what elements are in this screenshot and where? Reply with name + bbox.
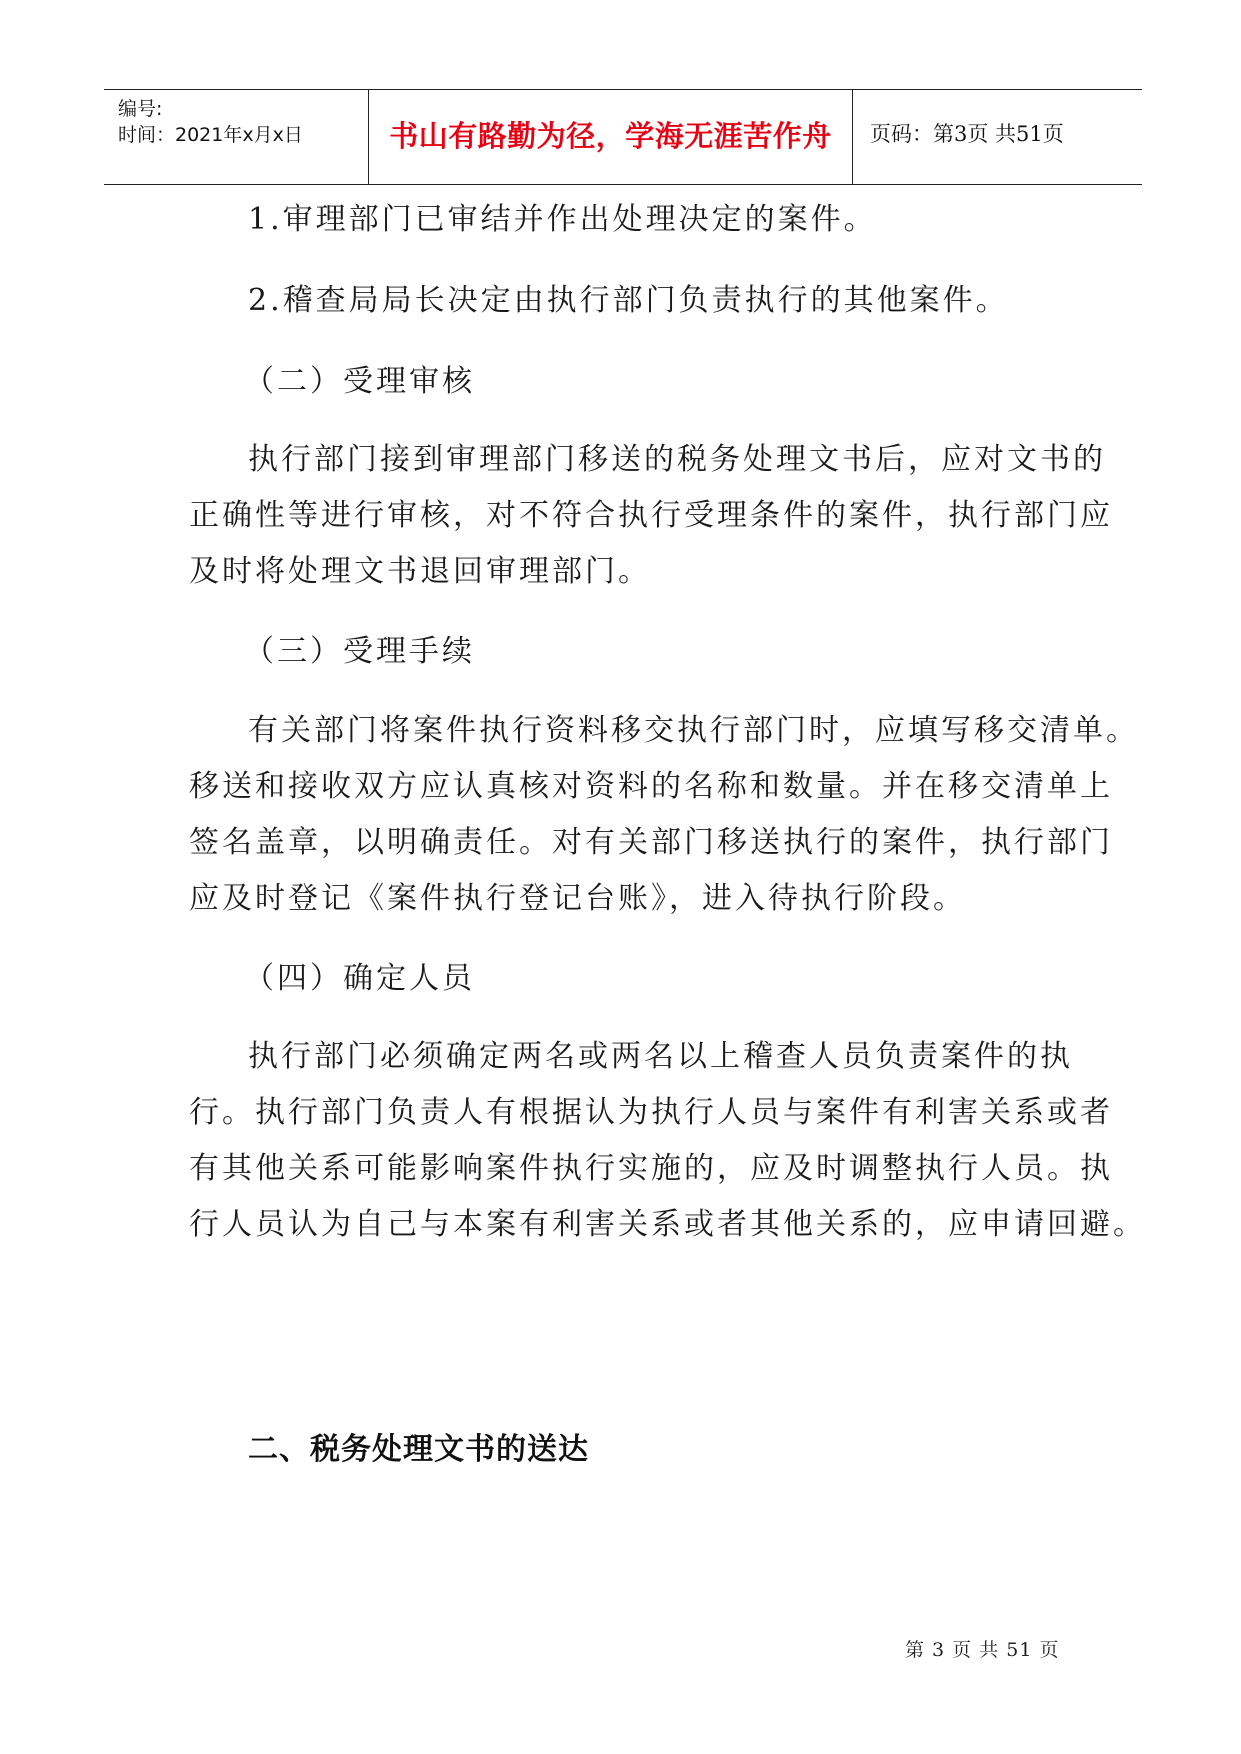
subheading-acceptance-review: （二）受理审核 <box>244 364 475 399</box>
paragraph-line: 及时将处理文书退回审理部门。 <box>189 554 651 589</box>
page-footer: 第 3 页 共 51 页 <box>905 1639 1060 1661</box>
paragraph-line: 有关部门将案件执行资料移交执行部门时，应填写移交清单。 <box>248 713 1139 748</box>
header-meta-cell <box>104 90 369 184</box>
paragraph-line: 移送和接收双方应认真核对资料的名称和数量。并在移交清单上 <box>189 769 1113 804</box>
header-motto-cell <box>369 90 853 184</box>
paragraph-line: 执行部门必须确定两名或两名以上稽查人员负责案件的执 <box>248 1039 1073 1074</box>
document-header <box>104 89 1142 185</box>
list-item-1: 1.审理部门已审结并作出处理决定的案件。 <box>248 202 877 237</box>
paragraph-line: 执行部门接到审理部门移送的税务处理文书后，应对文书的 <box>248 442 1106 477</box>
header-page-cell <box>868 90 1142 184</box>
paragraph-line: 签名盖章，以明确责任。对有关部门移送执行的案件，执行部门 <box>189 825 1113 860</box>
list-item-2: 2.稽查局局长决定由执行部门负责执行的其他案件。 <box>248 283 1009 318</box>
paragraph-line: 行人员认为自己与本案有利害关系或者其他关系的，应申请回避。 <box>189 1207 1146 1242</box>
subheading-acceptance-procedure: （三）受理手续 <box>244 634 475 669</box>
document-time-label: 时间：2021年x月x日 <box>118 124 303 146</box>
header-motto: 书山有路勤为径，学海无涯苦作舟 <box>389 118 832 153</box>
paragraph-line: 有其他关系可能影响案件执行实施的，应及时调整执行人员。执 <box>189 1151 1113 1186</box>
paragraph-line: 正确性等进行审核，对不符合执行受理条件的案件，执行部门应 <box>189 498 1113 533</box>
subheading-determine-personnel: （四）确定人员 <box>244 961 475 996</box>
paragraph-line: 行。执行部门负责人有根据认为执行人员与案件有利害关系或者 <box>189 1095 1113 1130</box>
document-number-label: 编号: <box>118 98 163 120</box>
section-heading: 二、税务处理文书的送达 <box>248 1432 589 1467</box>
paragraph-line: 应及时登记《案件执行登记台账》，进入待执行阶段。 <box>189 881 966 916</box>
header-page-info: 页码：第3页 共51页 <box>870 122 1064 146</box>
